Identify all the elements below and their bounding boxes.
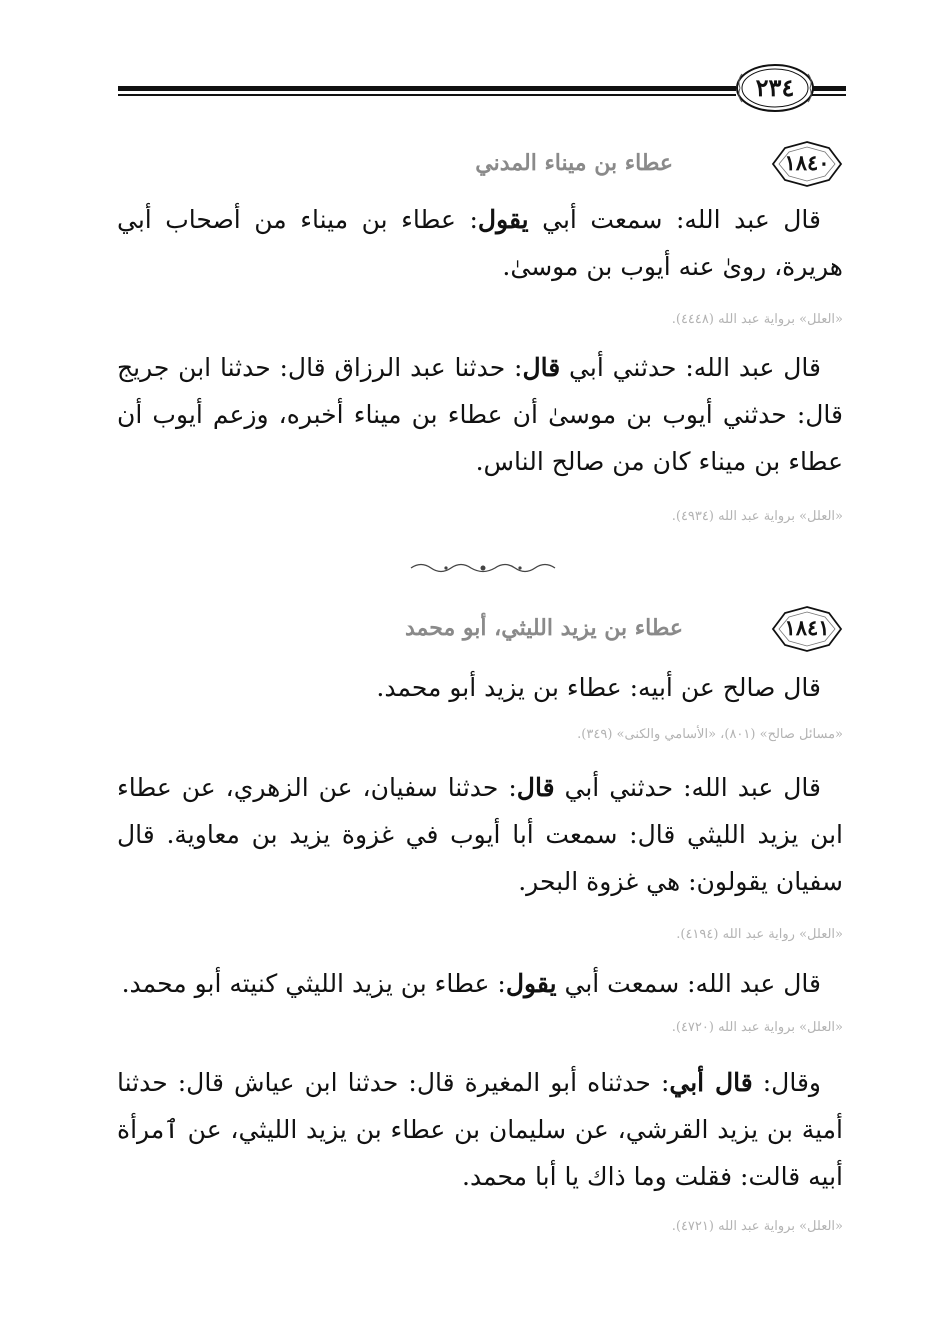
source-citation: «العلل» برواية عبد الله (٤٧٢٠). xyxy=(671,1020,843,1035)
entry-title: عطاء بن يزيد الليثي، أبو محمد xyxy=(405,615,683,641)
page-header xyxy=(118,56,846,116)
header-rule-thick xyxy=(118,86,736,91)
narration-paragraph: وقال: قال أبي: حدثناه أبو المغيرة قال: حدثنا ابن عياش قال: حدثنا أمية بن يزيد القرشي، عن سليمان بن عطاء بن يزيد الليثي، عن ٱمرأة أبيه قالت: فقلت وما ذاك يا أبا محمد. xyxy=(117,1068,843,1191)
ornament-divider-icon xyxy=(409,559,557,577)
source-citation: «مسائل صالح» (٨٠١)، «الأسامي والكنى» (٣٤٩). xyxy=(577,727,843,742)
narration-paragraph: قال عبد الله: حدثني أبي قال: حدثنا عبد الرزاق قال: حدثنا ابن جريج قال: حدثني أيوب بن موسىٰ أن عطاء بن ميناء أخبره، وزعم أيوب أن عطاء بن ميناء كان من صالح الناس. xyxy=(117,353,843,476)
narration-paragraph: قال صالح عن أبيه: عطاء بن يزيد أبو محمد. xyxy=(376,673,821,702)
entry-title: عطاء بن ميناء المدني xyxy=(475,150,673,176)
source-citation: «العلل» برواية عبد الله (٤٧٢١). xyxy=(671,1219,843,1234)
entry-number: ١٨٤٠ xyxy=(784,150,830,175)
header-rule-right-thin xyxy=(812,94,846,96)
entry-heading-1840 xyxy=(119,140,843,190)
header-rule-right xyxy=(812,86,846,91)
entry-number: ١٨٤١ xyxy=(784,615,830,640)
header-rule-thin xyxy=(118,94,736,96)
entry-heading-1841 xyxy=(119,605,843,655)
narration-paragraph: قال عبد الله: سمعت أبي يقول: عطاء بن يزيد الليثي كنيته أبو محمد. xyxy=(121,969,821,998)
source-citation: «العلل» برواية عبد الله (٤٩٣٤). xyxy=(671,509,843,524)
page-number: ٢٣٤ xyxy=(755,73,795,102)
narration-paragraph: قال عبد الله: سمعت أبي يقول: عطاء بن ميناء من أصحاب أبي هريرة، روىٰ عنه أيوب بن موسىٰ. xyxy=(117,205,843,281)
narration-paragraph: قال عبد الله: حدثني أبي قال: حدثنا سفيان، عن الزهري، عن عطاء ابن يزيد الليثي قال: سمعت أبا أيوب في غزوة يزيد بن معاوية. قال سفيان يقولون: هي غزوة البحر. xyxy=(117,773,843,896)
source-citation: «العلل» برواية عبد الله (٤٤٤٨). xyxy=(671,312,843,327)
source-citation: «العلل» رواية عبد الله (٤١٩٤). xyxy=(676,927,843,942)
